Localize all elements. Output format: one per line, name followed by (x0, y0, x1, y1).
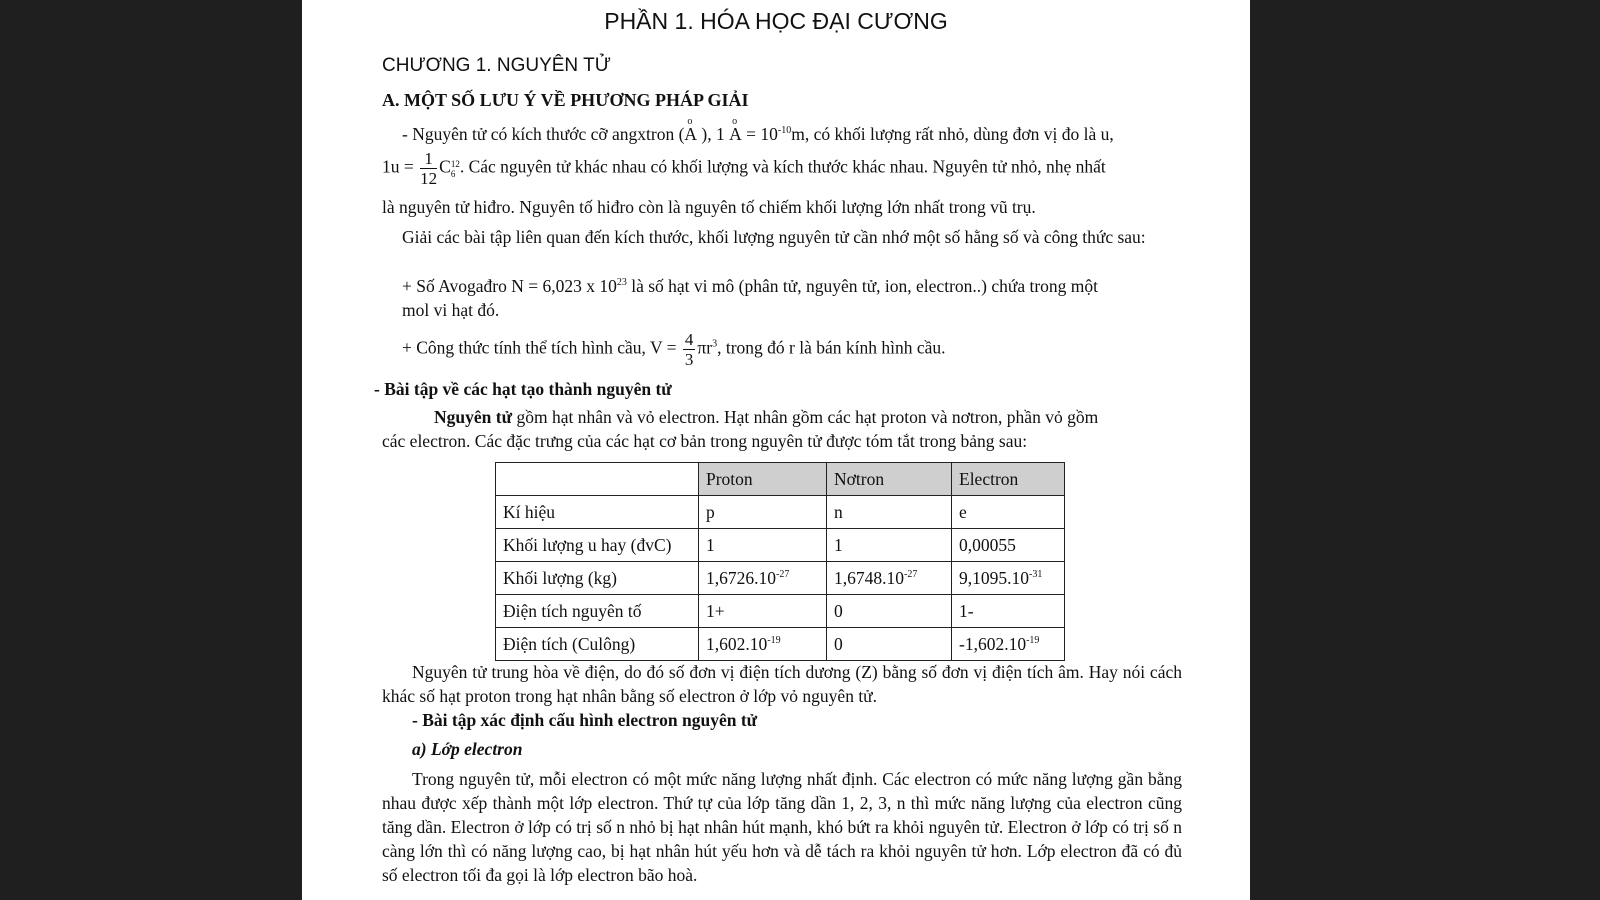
table-cell: 1 (699, 529, 827, 562)
carbon-symbol: C (439, 156, 451, 177)
table-cell: 1- (952, 595, 1065, 628)
para3-line2: các electron. Các đặc trưng của các hạt cơ bản trong nguyên tử được tóm tắt trong bảng sau: (382, 431, 1028, 451)
table-cell: 0,00055 (952, 529, 1065, 562)
para3-line1: Nguyên tử gồm hạt nhân và vỏ electron. Hạt nhân gồm các hạt proton và nơtron, phần vỏ gồm (434, 407, 1099, 427)
table-header-cell: Nơtron (827, 463, 952, 496)
document-page (302, 0, 1250, 900)
subheading-particles: - Bài tập về các hạt tạo thành nguyên tử (374, 379, 672, 399)
text: 1u = (382, 156, 414, 177)
paragraph: Trong nguyên tử, mỗi electron có một mức năng lượng nhất định. Các electron có mức năng lượng gần bằng nhau được xếp thành một lớp electron. Thứ tự của lớp tăng dần 1, 2, 3, n thì mức năng lượng của electron cũng tăng dần. Electron ở lớp có trị số n nhỏ bị hạt nhân hút mạnh, khó bứt ra khỏi nguyên tử. Electron ở lớp có trị số n càng lớn thì có năng lượng cao, bị hạt nhân hút yếu hơn và dễ tách ra khỏi nguyên tử hơn. Lớp electron đã có đủ số electron tối đa gọi là lớp electron bão hoà. (382, 769, 1182, 885)
subheading-electron-config: - Bài tập xác định cấu hình electron nguyên tử (412, 710, 758, 730)
para1-line1 (402, 116, 1114, 145)
text: m, có khối lượng rất nhỏ, dùng đơn vị đo là u, (791, 124, 1114, 144)
table-cell: $9,1095.10^{-31}$ (952, 562, 1065, 595)
table-row (496, 529, 1065, 562)
table-cell: 0 (827, 595, 952, 628)
table-cell: 1 (827, 529, 952, 562)
isotope-notation: 12 6 (450, 158, 460, 179)
paragraph: Nguyên tử trung hòa về điện, do đó số đơn vị điện tích dương (Z) bằng số đơn vị điện tích âm. Hay nói cách khác số hạt proton trong hạt nhân bằng số electron ở lớp vỏ nguyên tử. (382, 662, 1182, 706)
paragraph: Giải các bài tập liên quan đến kích thước, khối lượng nguyên tử cần nhớ một số hằng số và công thức sau: (402, 227, 1146, 247)
avogadro-line2: mol vi hạt đó. (402, 300, 500, 320)
table-row (496, 628, 1065, 661)
chapter-title: CHƯƠNG 1. NGUYÊN TỬ (382, 55, 611, 76)
table-header-row (496, 463, 1065, 496)
angstrom-symbol: o A (729, 116, 742, 144)
table-cell: 0 (827, 628, 952, 661)
text: - Nguyên tử có kích thước cỡ angxtron ( (402, 124, 685, 144)
fraction: $\frac{4}{3}$ (684, 330, 694, 369)
part-title: PHẦN 1. HÓA HỌC ĐẠI CƯƠNG (604, 8, 948, 34)
particle-table (495, 462, 1065, 661)
row-label: Điện tích nguyên tố (496, 595, 699, 628)
fraction: $\frac{1}{12}$ (420, 149, 438, 188)
table-row (496, 496, 1065, 529)
text: = 10 (741, 124, 778, 144)
para1-line3: là nguyên tử hiđro. Nguyên tố hiđro còn là nguyên tố chiếm khối lượng lớn nhất trong vũ trụ. (382, 197, 1036, 217)
row-label: Khối lượng u hay (đvC) (496, 529, 699, 562)
exponent: -10 (777, 125, 792, 136)
table-cell: $1,6748.10^{-27}$ (827, 562, 952, 595)
table-header-cell: Proton (699, 463, 827, 496)
table-row (496, 562, 1065, 595)
table-cell: e (952, 496, 1065, 529)
text: ), 1 (697, 124, 725, 144)
text: . Các nguyên tử khác nhau có khối lượng và kích thước khác nhau. Nguyên tử nhỏ, nhẹ nhất (459, 156, 1106, 177)
row-label: Kí hiệu (496, 496, 699, 529)
table-header-cell: Electron (952, 463, 1065, 496)
volume-formula: + Công thức tính thể tích hình cầu, V = $\frac{4}{3}$ $\pi r^3$, trong đó r là bán kính hình cầu. (402, 330, 946, 369)
table-cell: $1,6726.10^{-27}$ (699, 562, 827, 595)
table-cell: p (699, 496, 827, 529)
row-label: Điện tích (Culông) (496, 628, 699, 661)
avogadro-line1: + Số Avogađro N = 6,023 x $10^{23}$ là số hạt vi mô (phân tử, nguyên tử, ion, electron..) chứa trong một (402, 276, 1099, 296)
row-label: Khối lượng (kg) (496, 562, 699, 595)
table-header-cell (496, 463, 699, 496)
para1-line2 (382, 149, 1106, 188)
table-cell: n (827, 496, 952, 529)
section-title: A. MỘT SỐ LƯU Ý VỀ PHƯƠNG PHÁP GIẢI (382, 90, 749, 110)
subheading-electron-layer: a) Lớp electron (412, 739, 523, 759)
table-cell: $-1,602.10^{-19}$ (952, 628, 1065, 661)
table-cell: 1+ (699, 595, 827, 628)
angstrom-symbol: o A (684, 116, 698, 144)
table-cell: $1,602.10^{-19}$ (699, 628, 827, 661)
table-row (496, 595, 1065, 628)
